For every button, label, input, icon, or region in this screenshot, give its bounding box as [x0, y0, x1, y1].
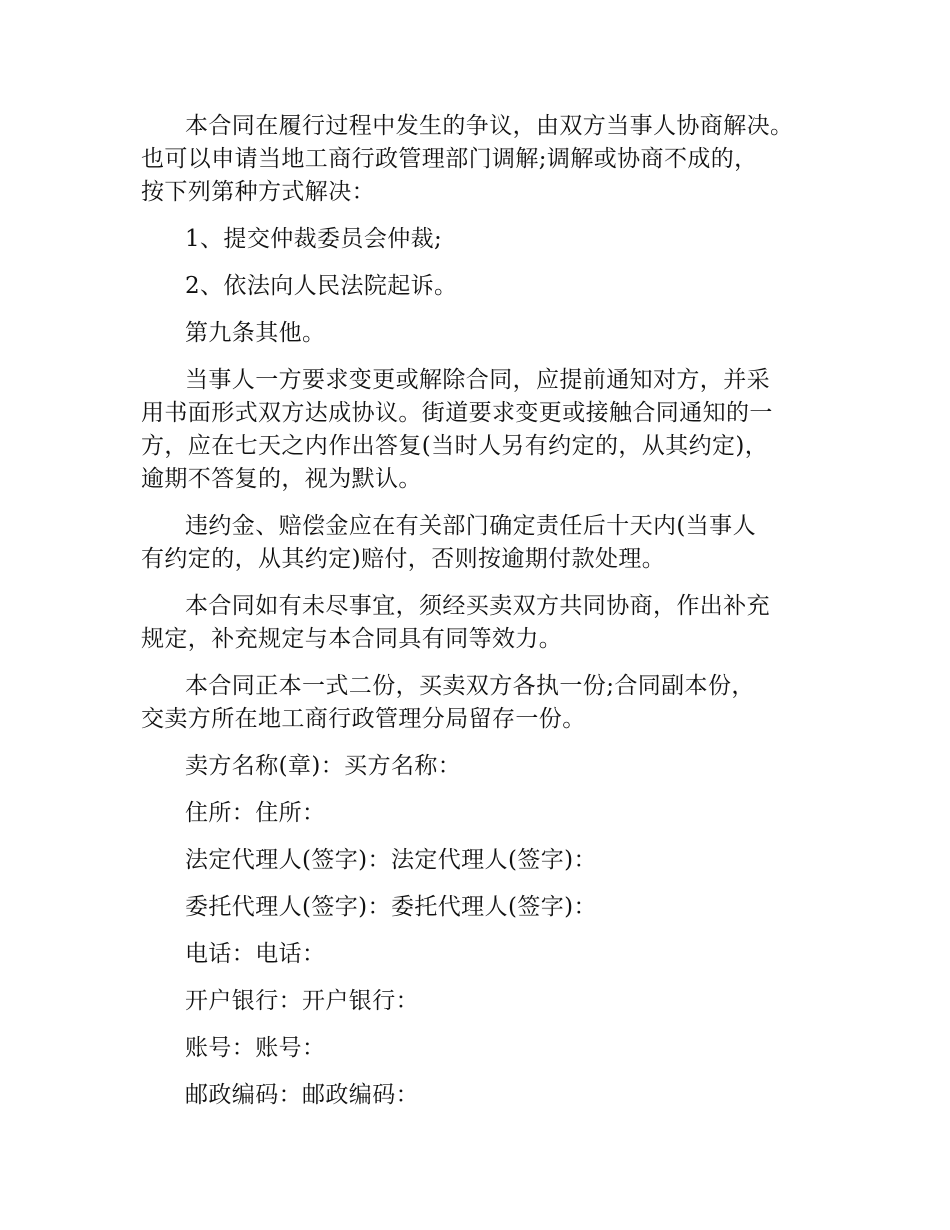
phone-field: 电话：电话： [185, 941, 326, 967]
document-body [141, 110, 821, 1126]
postal-code-field: 邮政编码：邮政编码： [185, 1082, 419, 1108]
lawsuit-option: 2、依法向人民法院起诉。 [185, 273, 458, 299]
address-field: 住所：住所： [185, 800, 326, 826]
party-name-field: 卖方名称(章)：买方名称： [185, 753, 462, 779]
bank-field: 开户银行：开户银行： [185, 988, 419, 1014]
account-number-field: 账号：账号： [185, 1035, 326, 1061]
contract-change-paragraph: 当事人一方要求变更或解除合同，应提前通知对方，并采 用书面形式双方达成协议。街道要求变更或接触合同通知的一 方，应在七天之内作出答复(当时人另有约定的，从其约定)， 逾期不答复的，视为默认。 [141, 367, 773, 492]
arbitration-option: 1、提交仲裁委员会仲裁; [185, 226, 443, 252]
dispute-resolution-paragraph: 本合同在履行过程中发生的争议，由双方当事人协商解决。 也可以申请当地工商行政管理部门调解;调解或协商不成的， 按下列第种方式解决： [141, 113, 794, 205]
penalty-paragraph: 违约金、赔偿金应在有关部门确定责任后十天内(当事人 有约定的，从其约定)赔付，否则按逾期付款处理。 [141, 513, 756, 572]
article-nine-heading: 第九条其他。 [185, 320, 326, 346]
copies-paragraph: 本合同正本一式二份，买卖双方各执一份;合同副本份， 交卖方所在地工商行政管理分局留存一份。 [141, 673, 755, 732]
supplementary-terms-paragraph: 本合同如有未尽事宜，须经买卖双方共同协商，作出补充 规定，补充规定与本合同具有同等效力。 [141, 593, 770, 652]
legal-representative-field: 法定代理人(签字)：法定代理人(签字)： [185, 847, 597, 873]
authorized-agent-field: 委托代理人(签字)：委托代理人(签字)： [185, 894, 597, 920]
